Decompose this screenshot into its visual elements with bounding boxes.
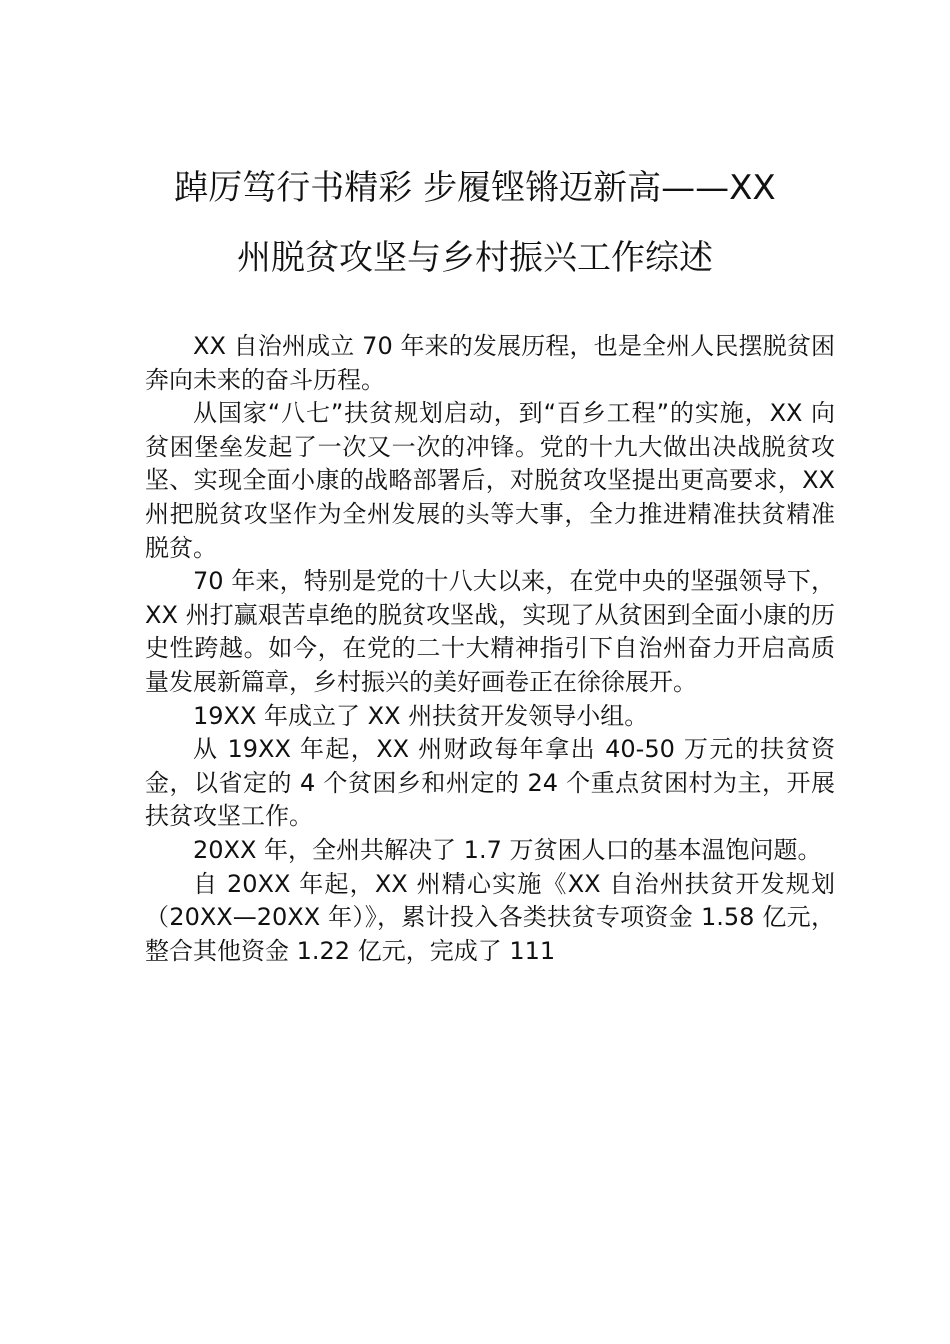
paragraph-4: 19XX 年成立了 XX 州扶贫开发领导小组。 (193, 701, 649, 730)
document-title-line-2: 州脱贫攻坚与乡村振兴工作综述 (237, 238, 713, 278)
paragraph-1: XX 自治州成立 70 年来的发展历程，也是全州人民摆脱贫困奔向未来的奋斗历程。 (145, 332, 835, 394)
paragraph-7: 自 20XX 年起，XX 州精心实施《XX 自治州扶贫开发规划（20XX—20XX 年）》，累计投入各类扶贫专项资金 1.58 亿元，整合其他资金 1.22 亿元，完成了 111 (145, 869, 835, 965)
document-title-line-1: 踔厉笃行书精彩 步履铿锵迈新高——XX (174, 168, 776, 208)
paragraph-3: 70 年来，特别是党的十八大以来，在党中央的坚强领导下，XX 州打赢艰苦卓绝的脱贫攻坚战，实现了从贫困到全面小康的历史性跨越。如今，在党的二十大精神指引下自治州奋力开启高质量发展新篇章，乡村振兴的美好画卷正在徐徐展开。 (145, 567, 835, 696)
paragraph-6: 20XX 年，全州共解决了 1.7 万贫困人口的基本温饱问题。 (193, 835, 822, 864)
paragraph-2: 从国家“八七”扶贫规划启动，到“百乡工程”的实施，XX 向贫困堡垒发起了一次又一次的冲锋。党的十九大做出决战脱贫攻坚、实现全面小康的战略部署后，对脱贫攻坚提出更高要求，XX 州把脱贫攻坚作为全州发展的头等大事，全力推进精准扶贫精准脱贫。 (145, 399, 843, 562)
document-body (145, 330, 843, 968)
paragraph-5: 从 19XX 年起，XX 州财政每年拿出 40-50 万元的扶贫资金，以省定的 4 个贫困乡和州定的 24 个重点贫困村为主，开展扶贫攻坚工作。 (145, 735, 835, 831)
